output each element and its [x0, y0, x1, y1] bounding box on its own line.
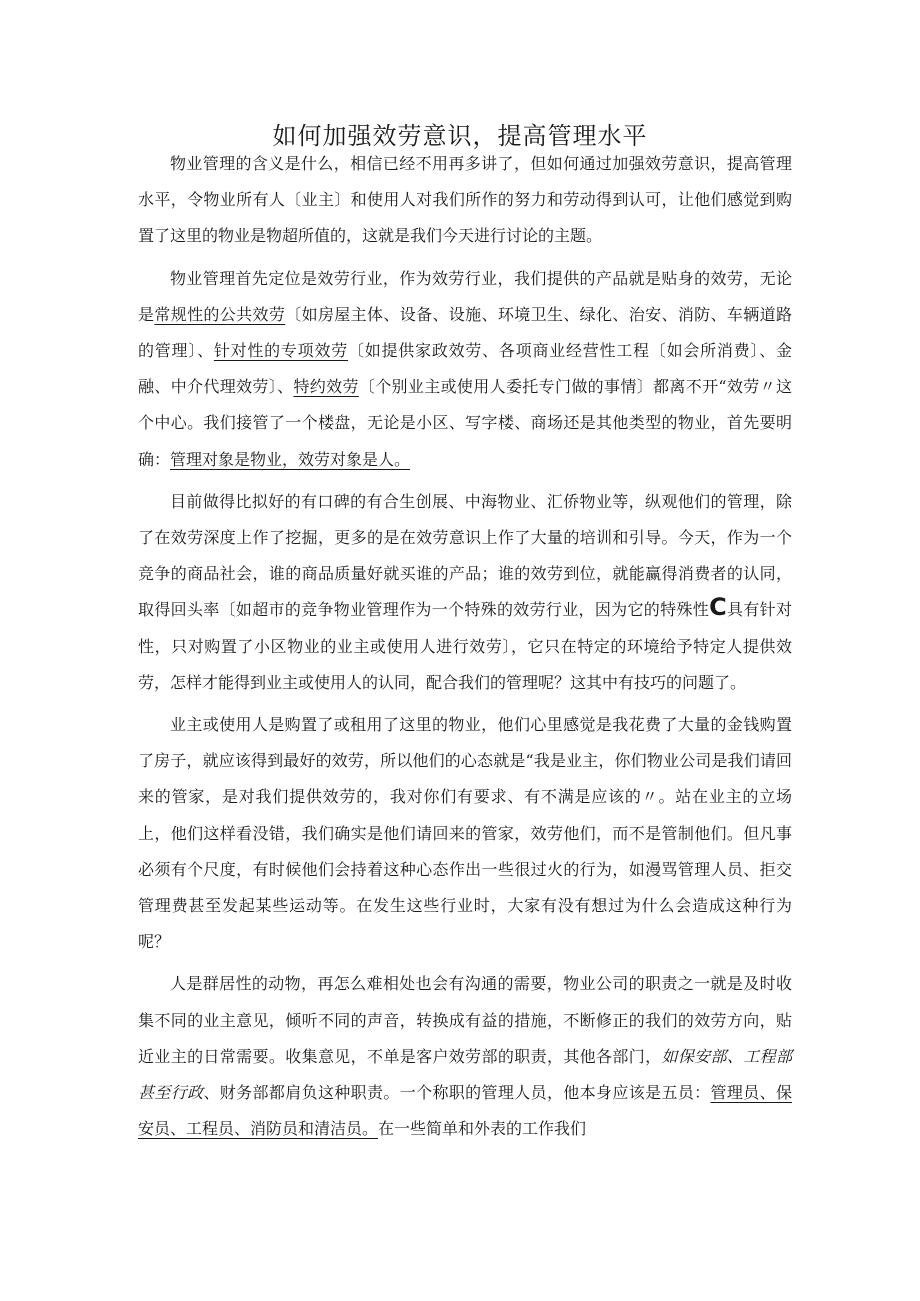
paragraph-5-text-2: 、财务部都肩负这种职责。一个称职的管理人员，他本身应该是五员： [203, 1083, 711, 1103]
paragraph-3-text-1: 目前做得比拟好的有口碑的有合生创展、中海物业、汇侨物业等，纵观他们的管理，除了在效劳深度上作了挖掘，更多的是在效劳意识上作了大量的培训和引导。今天，作为一个竞争的商品社会，谁的商品质量好就买谁的产品；谁的效劳到位，就能赢得消费者的认同，取得回头率〔如超市的竞争物业管理作为一个特殊的效劳行业，因为它的特殊性 [138, 491, 792, 620]
paragraph-5-text-1: 人是群居性的动物，再怎么难相处也会有沟通的需要，物业公司的职责之一就是及时收集不同的业主意见，倾听不同的声音，转换成有益的措施，不断修正的我们的效劳方向，贴近业主的日常需要。收集意见，不单是客户效劳部的职责，其他各部门， [138, 974, 792, 1066]
paragraph-2-text-3: 〔如提供家政效劳、各项商业经营性工程〔如会所消费〕、金融、中介代理效劳〕、 [138, 341, 792, 397]
large-letter-c: C [709, 593, 727, 622]
italic-departments: 如保安部、工程部甚至行政 [138, 1046, 792, 1103]
document-body [138, 146, 792, 1153]
paragraph-5-text-3: 在一些简单和外表的工作我们 [378, 1119, 587, 1139]
paragraph-3-text-2: 具有针对性，只对购置了小区物业的业主或使用人进行效劳〕，它只在特定的环境给予特定人提供效劳，怎样才能得到业主或使用人的认同，配合我们的管理呢？这其中有技巧的问题了。 [138, 600, 792, 692]
underlined-contract-service: 特约效劳 [293, 377, 359, 397]
paragraph-5 [138, 966, 792, 1147]
underlined-management-object: 管理对象是物业，效劳对象是人。 [170, 449, 411, 469]
paragraph-1: 物业管理的含义是什么，相信已经不用再多讲了，但如何通过加强效劳意识，提高管理水平，令物业所有人〔业主〕和使用人对我们所作的努力和劳动得到认可，让他们感觉到购置了这里的物业是物超所值的，这就是我们今天进行讨论的主题。 [138, 154, 792, 246]
underlined-public-service: 常规性的公共效劳 [154, 304, 286, 324]
paragraph-2 [138, 261, 792, 478]
paragraph-4: 业主或使用人是购置了或租用了这里的物业，他们心里感觉是我花费了大量的金钱购置了房子，就应该得到最好的效劳，所以他们的心态就是“我是业主，你们物业公司是我们请回来的管家，是对我们提供效劳的，我对你们有要求、有不满是应该的〃。站在业主的立场上，他们这样看没错，我们确实是他们请回来的管家，效劳他们，而不是管制他们。但凡事必须有个尺度，有时候他们会持着这种心态作出一些很过火的行为，如漫骂管理人员、拒交管理费甚至发起某些运动等。在发生这些行业时，大家有没有想过为什么会造成这种行为呢？ [138, 715, 792, 952]
paragraph-2-text-2: 〔如房屋主体、设备、设施、环境卫生、绿化、治安、消防、车辆道路的管理〕、 [138, 304, 792, 361]
document-title: 如何加强效劳意识，提高管理水平 [272, 122, 648, 150]
paragraph-2-text-1: 物业管理首先定位是效劳行业，作为效劳行业，我们提供的产品就是贴身的效劳，无论是 [138, 268, 792, 324]
underlined-five-roles: 管理员、保安员、工程员、消防员和清洁员。 [138, 1083, 792, 1139]
underlined-special-service: 针对性的专项效劳 [213, 341, 348, 361]
paragraph-3 [138, 484, 792, 701]
paragraph-2-text-4: 〔个别业主或使用人委托专门做的事情〕都离不开“效劳〃这个中心。我们接管了一个楼盘，无论是小区、写字楼、商场还是其他类型的物业，首先要明确： [138, 377, 792, 469]
